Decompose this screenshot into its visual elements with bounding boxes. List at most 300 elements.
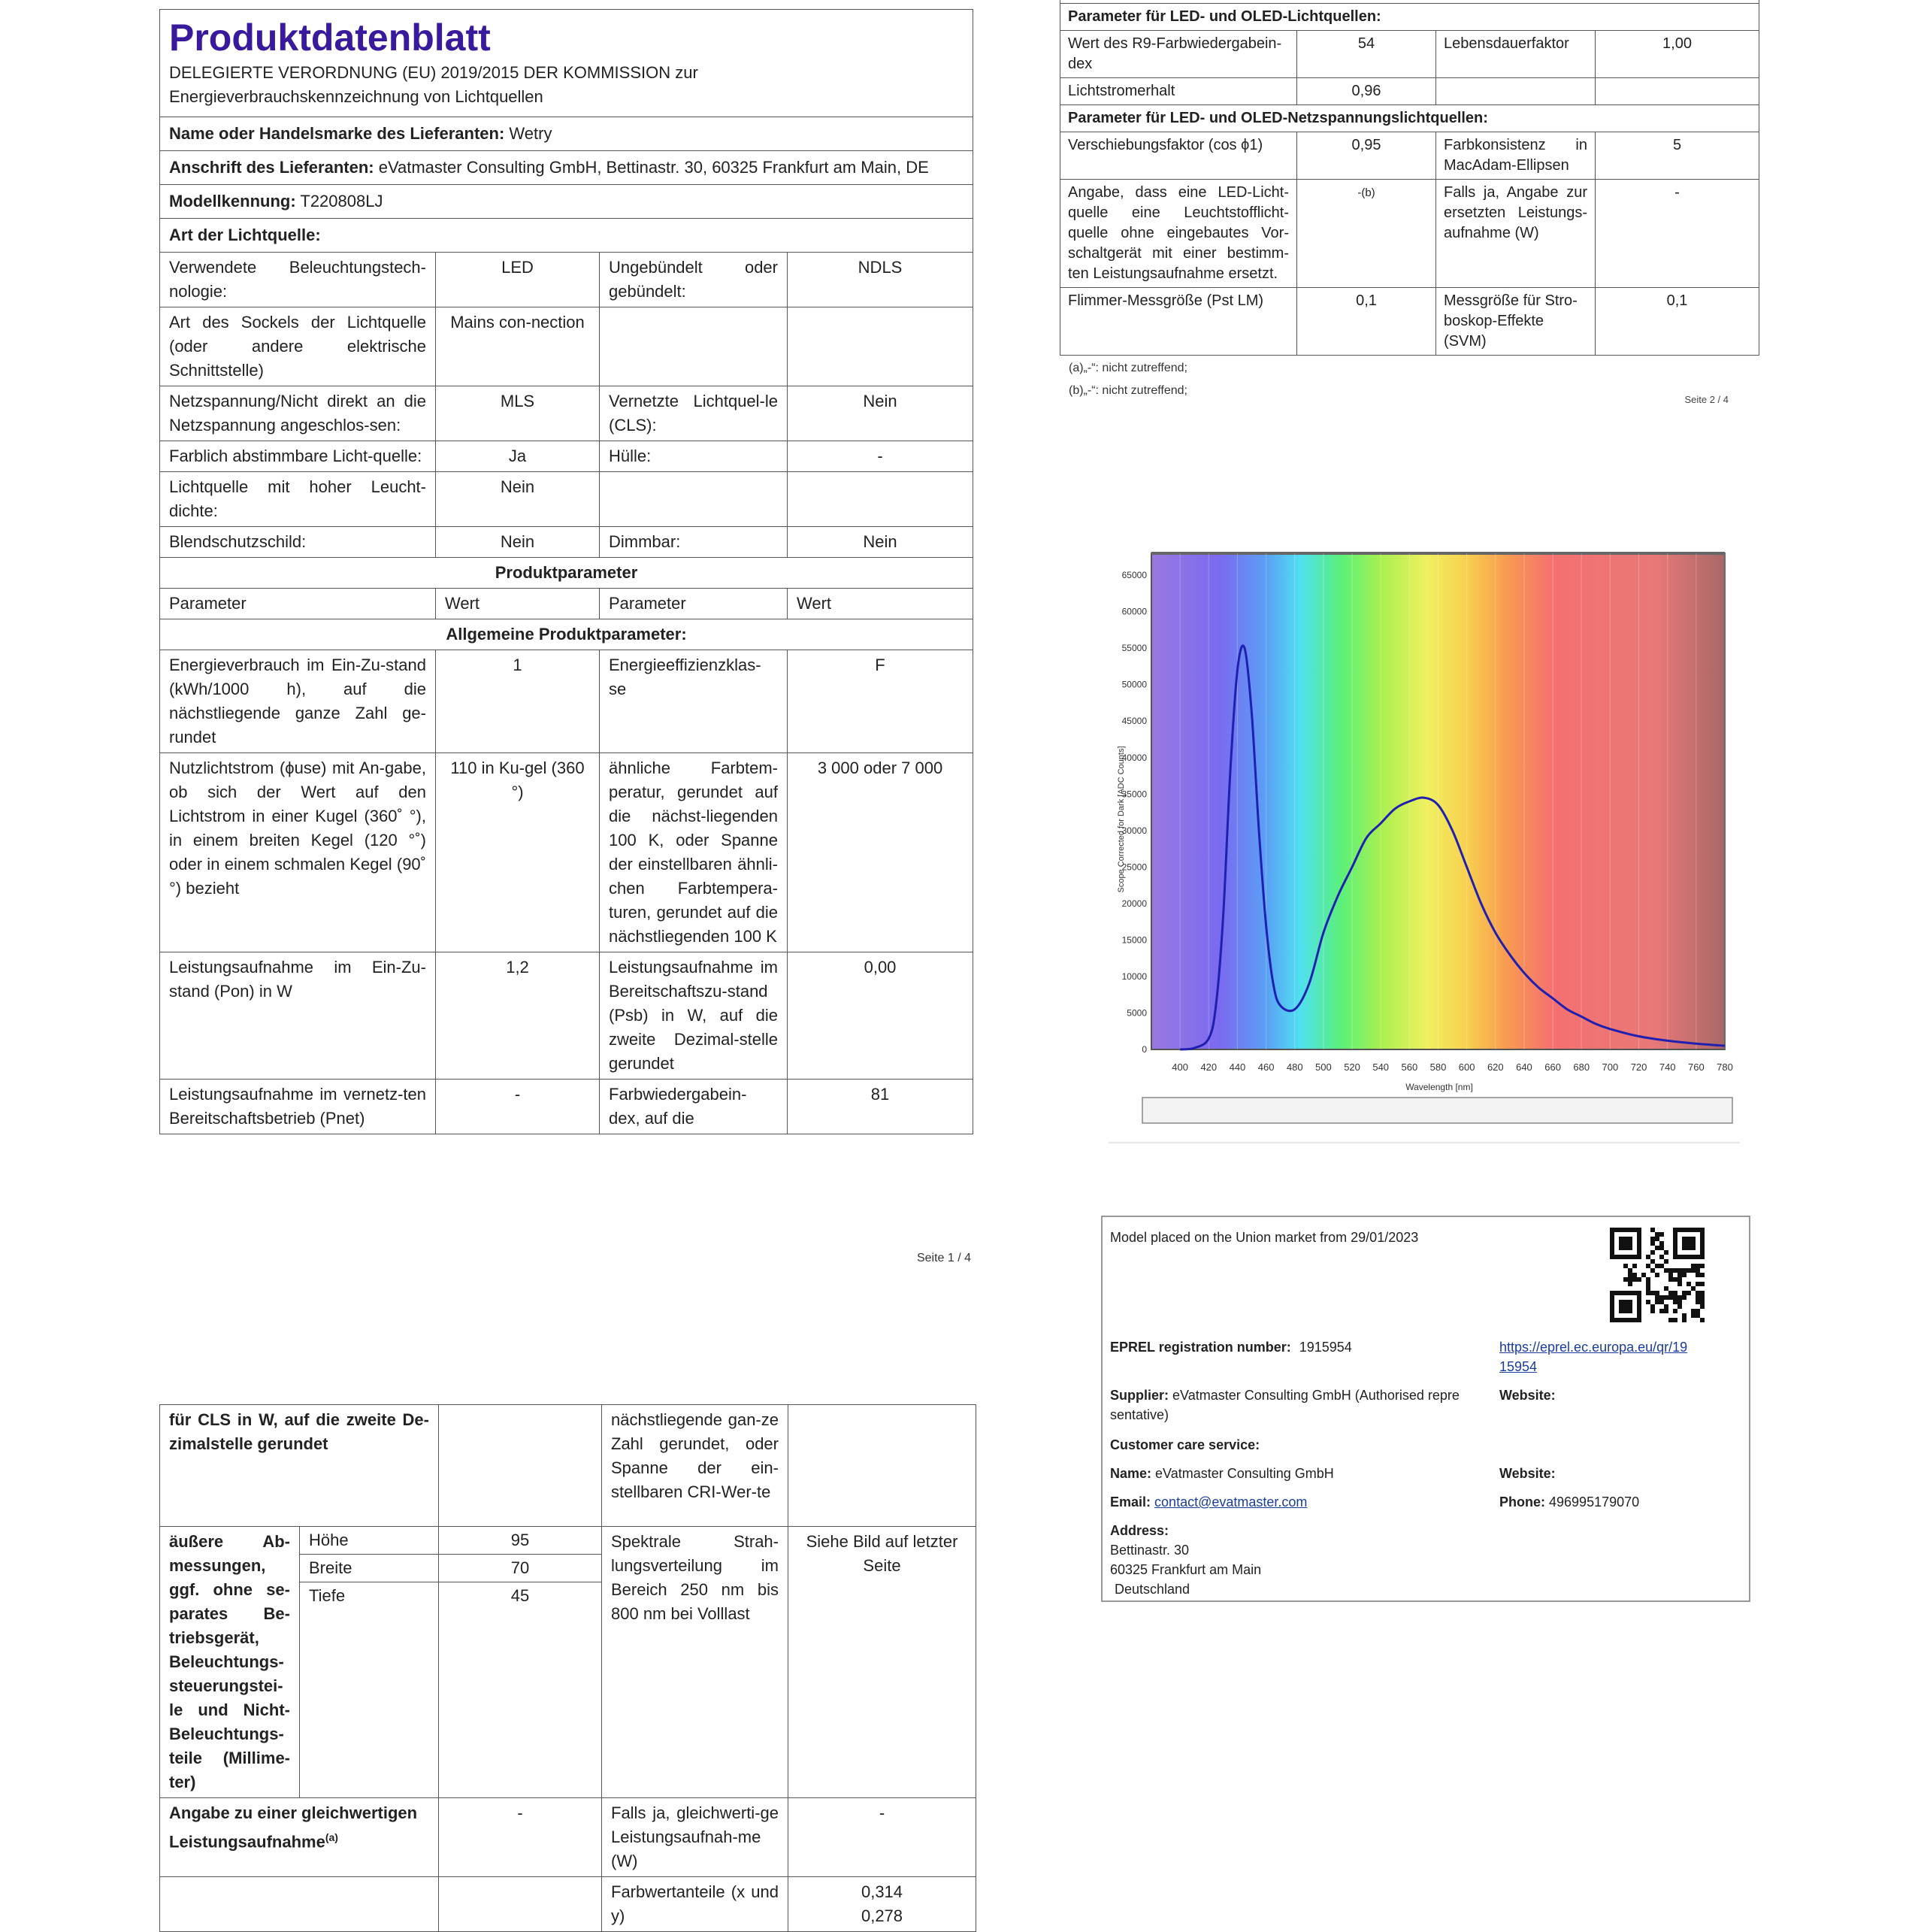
eprel-link-line-2[interactable]: 15954 <box>1499 1359 1538 1374</box>
y-tick-label: 45000 <box>1121 716 1147 727</box>
table-row <box>160 952 973 1080</box>
row-param: Leistungsaufnahme im vernetz-ten Bereitschaftsbetrieb (Pnet) <box>160 1080 436 1134</box>
care-name-label: Name: <box>1110 1466 1152 1481</box>
table-row <box>160 1405 976 1527</box>
qr-module <box>1673 1268 1677 1273</box>
page-title: Produktdatenblatt <box>169 17 491 59</box>
qr-module <box>1677 1300 1682 1304</box>
page-1-continued-table <box>159 1404 976 1932</box>
table-row <box>160 753 973 952</box>
qr-module <box>1659 1232 1664 1237</box>
care-phone-value: 496995179070 <box>1549 1494 1640 1510</box>
y-tick-label: 35000 <box>1121 789 1147 800</box>
table-header-row <box>160 589 973 619</box>
row-param: Farbkonsistenz in MacAdam-Ellipsen <box>1436 132 1596 180</box>
qr-module <box>1691 1264 1696 1268</box>
customer-care-label: Customer care service: <box>1110 1437 1260 1452</box>
row-param: Verschiebungsfaktor (cos ϕ1) <box>1060 132 1297 180</box>
supplier-value: eVatmaster Consulting GmbH (Authorised repre <box>1172 1388 1460 1403</box>
qr-module <box>1696 1313 1700 1318</box>
qr-module <box>1677 1268 1682 1273</box>
row-value: 0,00 <box>788 952 973 1080</box>
row-param: Lebensdauerfaktor <box>1436 31 1596 78</box>
row-param: Messgröße für Stro-boskop-Effekte (SVM) <box>1436 288 1596 356</box>
qr-module <box>1664 1286 1668 1291</box>
qr-module <box>1619 1300 1632 1313</box>
qr-module <box>1677 1304 1682 1309</box>
row-value: NDLS <box>788 253 973 307</box>
qr-module <box>1700 1273 1705 1277</box>
y-tick-label: 15000 <box>1121 934 1147 946</box>
qr-module <box>1655 1300 1659 1304</box>
row-value: - <box>788 1798 976 1877</box>
page-1-continued <box>159 1404 976 1932</box>
qr-module <box>1650 1268 1655 1273</box>
care-phone-label: Phone: <box>1499 1494 1545 1510</box>
qr-module <box>1682 1268 1687 1273</box>
row-value: - <box>788 441 973 472</box>
row-value <box>788 472 973 527</box>
row-value: 5 <box>1596 132 1759 180</box>
qr-module <box>1700 1318 1705 1322</box>
website-label: Website: <box>1499 1388 1556 1403</box>
x-tick-label: 660 <box>1544 1061 1561 1073</box>
dim-width-value: 70 <box>439 1555 601 1582</box>
mains-params-heading: Parameter für LED- und OLED-Netzspannungslichtquellen: <box>1060 105 1759 132</box>
row-param: Farbwiedergabein-dex, auf die <box>600 1080 788 1134</box>
qr-module <box>1664 1295 1668 1300</box>
column-header: Parameter <box>160 589 436 619</box>
row-value: - <box>1596 180 1759 288</box>
row-value: F <box>788 650 973 753</box>
row-param: Energieeffizienzklas-se <box>600 650 788 753</box>
row-value <box>788 307 973 386</box>
qr-module <box>1650 1250 1655 1255</box>
dim-depth-label: Tiefe <box>309 1586 346 1605</box>
qr-module <box>1664 1250 1668 1255</box>
qr-module <box>1682 1291 1687 1295</box>
y-axis-label: Scope Corrected for Dark [ADC Counts] <box>1117 746 1126 893</box>
y-tick-label: 40000 <box>1121 752 1147 763</box>
qr-module <box>1673 1228 1677 1259</box>
x-tick-label: 780 <box>1717 1061 1733 1073</box>
eprel-reg-label: EPREL registration number: <box>1110 1340 1291 1355</box>
x-tick-label: 620 <box>1487 1061 1504 1073</box>
qr-module <box>1646 1264 1650 1268</box>
x-tick-label: 600 <box>1458 1061 1475 1073</box>
qr-module <box>1619 1237 1632 1250</box>
qr-module <box>1655 1232 1659 1237</box>
row-param: Hülle: <box>600 441 788 472</box>
table-row <box>1060 180 1759 288</box>
qr-module <box>1668 1291 1673 1295</box>
row-value: 3 000 oder 7 000 <box>788 753 973 952</box>
supplier-label: Supplier: <box>1110 1388 1169 1403</box>
table-row <box>160 1798 976 1877</box>
table-row <box>160 527 973 558</box>
row-value: Nein <box>788 527 973 558</box>
qr-module <box>1696 1295 1700 1300</box>
y-tick-label: 10000 <box>1121 971 1147 982</box>
table-row <box>160 472 973 527</box>
y-tick-label: 50000 <box>1121 679 1147 690</box>
x-tick-label: 580 <box>1429 1061 1447 1073</box>
qr-module <box>1677 1282 1682 1286</box>
qr-module <box>1659 1295 1664 1300</box>
qr-code-icon <box>1610 1228 1705 1322</box>
y-tick-label: 60000 <box>1121 606 1147 617</box>
row-value: MLS <box>436 386 600 441</box>
table-row <box>160 307 973 386</box>
row-value: 54 <box>1297 31 1436 78</box>
row-param: ähnliche Farbtem-peratur, gerundet auf die nächst-liegenden 100 K, oder Spanne der einstellbaren ähnli-chen Farbtempera-turen, gerundet auf die nächstliegenden 100 K <box>600 753 788 952</box>
care-address-line-2: 60325 Frankfurt am Main <box>1110 1562 1262 1577</box>
row-value: Mains con-nection <box>436 307 600 386</box>
market-placement: Model placed on the Union market from 29/01/2023 <box>1110 1230 1419 1245</box>
spectral-distribution-label: Spektrale Strah-lungsverteilung im Bereich 250 nm bis 800 nm bei Volllast <box>602 1527 788 1798</box>
row-param: Leistungsaufnahme im Bereitschaftszu-stand (Psb) in W, auf die zweite Dezimal-stelle gerundet <box>600 952 788 1080</box>
qr-code[interactable] <box>1610 1228 1705 1322</box>
qr-module <box>1637 1277 1641 1282</box>
qr-module <box>1664 1304 1668 1309</box>
spectrum-chart <box>1109 541 1740 1150</box>
x-tick-label: 680 <box>1573 1061 1590 1073</box>
qr-module <box>1655 1246 1659 1250</box>
row-param: Netzspannung/Nicht direkt an die Netzspannung angeschlos-sen: <box>160 386 436 441</box>
qr-module <box>1673 1309 1677 1313</box>
row-param <box>600 472 788 527</box>
row-value: Nein <box>436 527 600 558</box>
supplier-name-label: Name oder Handelsmarke des Lieferanten: <box>169 124 505 143</box>
row-param: Flimmer-Messgröße (Pst LM) <box>1060 288 1297 356</box>
qr-module <box>1696 1309 1700 1313</box>
x-tick-label: 420 <box>1200 1061 1218 1073</box>
qr-module <box>1668 1268 1673 1273</box>
table-row <box>1060 78 1759 105</box>
x-tick-label: 480 <box>1286 1061 1303 1073</box>
qr-module <box>1668 1295 1673 1300</box>
qr-module <box>1682 1237 1696 1250</box>
x-tick-label: 720 <box>1630 1061 1647 1073</box>
qr-module <box>1668 1318 1673 1322</box>
y-tick-label: 55000 <box>1121 643 1147 654</box>
supplier-name: Wetry <box>509 124 552 143</box>
spectral-distribution-value: Siehe Bild auf letzter Seite <box>788 1527 976 1798</box>
table-row <box>160 650 973 753</box>
row-param: Ungebündelt oder gebündelt: <box>600 253 788 307</box>
x-tick-label: 540 <box>1372 1061 1390 1073</box>
x-tick-label: 520 <box>1344 1061 1360 1073</box>
row-param: Leistungsaufnahme im Ein-Zu-stand (Pon) in W <box>160 952 436 1080</box>
qr-module <box>1610 1318 1641 1322</box>
qr-module <box>1677 1273 1682 1277</box>
row-param: Blendschutzschild: <box>160 527 436 558</box>
qr-module <box>1646 1255 1650 1259</box>
row-value: 1,2 <box>436 952 600 1080</box>
eprel-link-line-1[interactable]: https://eprel.ec.europa.eu/qr/19 <box>1499 1340 1688 1355</box>
column-header: Wert <box>788 589 973 619</box>
regulation-line-2: Energieverbrauchskennzeichnung von Lichtquellen <box>169 87 543 106</box>
qr-module <box>1700 1291 1705 1295</box>
row-value <box>788 1405 976 1527</box>
qr-module <box>1673 1291 1677 1295</box>
qr-module <box>1659 1241 1664 1246</box>
qr-module <box>1700 1282 1705 1286</box>
row-value: - <box>439 1798 602 1877</box>
qr-module <box>1637 1291 1641 1322</box>
qr-module <box>1628 1282 1632 1286</box>
row-value: LED <box>436 253 600 307</box>
row-param: Verwendete Beleuchtungstech-nologie: <box>160 253 436 307</box>
qr-module <box>1655 1295 1659 1300</box>
qr-module <box>1646 1291 1650 1295</box>
row-param: Angabe, dass eine LED-Licht-quelle eine Leuchtstofflicht-quelle ohne eingebautes Vor-schaltgerät mit einer bestimm-ten Leistungsaufnahme ersetzt. <box>1060 180 1297 288</box>
light-source-type-label: Art der Lichtquelle: <box>160 219 973 253</box>
model-label: Modellkennung: <box>169 192 296 210</box>
chart-scrollbar[interactable] <box>1142 1098 1732 1123</box>
qr-module <box>1696 1264 1700 1268</box>
x-tick-label: 460 <box>1257 1061 1275 1073</box>
qr-module <box>1646 1277 1650 1282</box>
table-row <box>160 1877 976 1932</box>
qr-module <box>1682 1318 1687 1322</box>
care-address-label: Address: <box>1110 1523 1169 1538</box>
x-tick-label: 760 <box>1687 1061 1705 1073</box>
qr-module <box>1650 1259 1655 1264</box>
qr-module <box>1659 1246 1664 1250</box>
qr-module <box>1673 1295 1677 1300</box>
y-tick-label: 20000 <box>1121 898 1147 909</box>
qr-module <box>1659 1255 1664 1259</box>
row-value: 1 <box>436 650 600 753</box>
x-axis-label: Wavelength [nm] <box>1405 1082 1473 1092</box>
qr-module <box>1637 1228 1641 1259</box>
qr-module <box>1673 1318 1677 1322</box>
qr-module <box>1655 1264 1659 1268</box>
x-tick-label: 640 <box>1516 1061 1532 1073</box>
qr-module <box>1673 1277 1677 1282</box>
row-value <box>439 1405 602 1527</box>
qr-module <box>1700 1304 1705 1309</box>
row-param: nächstliegende gan-ze Zahl gerundet, oder Spanne der ein-stellbaren CRI-Wer-te <box>602 1405 788 1527</box>
row-param <box>600 307 788 386</box>
qr-module <box>1668 1277 1673 1282</box>
regulation-line-1: DELEGIERTE VERORDNUNG (EU) 2019/2015 DER KOMMISSION zur <box>169 63 698 82</box>
qr-module <box>1610 1228 1614 1259</box>
eprel-reg-number: 1915954 <box>1299 1340 1352 1355</box>
footnote-a: (a)„-“: nicht zutreffend; <box>1069 362 1187 374</box>
page-2-table <box>1060 0 1759 356</box>
qr-module <box>1650 1228 1655 1232</box>
qr-module <box>1700 1295 1705 1300</box>
qr-module <box>1668 1273 1673 1277</box>
x-tick-label: 700 <box>1602 1061 1619 1073</box>
table-row <box>160 441 973 472</box>
table-row <box>160 1080 973 1134</box>
row-param: Art des Sockels der Lichtquelle (oder andere elektrische Schnittstelle) <box>160 307 436 386</box>
qr-module <box>1610 1255 1641 1259</box>
row-value: Nein <box>788 386 973 441</box>
care-address-line-1: Bettinastr. 30 <box>1110 1543 1190 1558</box>
footnote-marker: (a) <box>325 1831 338 1843</box>
table-row <box>1060 288 1759 356</box>
qr-module <box>1664 1259 1668 1264</box>
row-value: -(b) <box>1297 180 1436 288</box>
page-2-number: Seite 2 / 4 <box>1684 394 1729 405</box>
qr-module <box>1628 1277 1632 1282</box>
qr-module <box>1700 1228 1705 1259</box>
qr-module <box>1632 1277 1637 1282</box>
table-row <box>160 253 973 307</box>
column-header: Wert <box>436 589 600 619</box>
qr-module <box>1700 1264 1705 1268</box>
row-param: Energieverbrauch im Ein-Zu-stand (kWh/1000 h), auf die nächstliegende ganze Zahl ge-rundet <box>160 650 436 753</box>
qr-module <box>1687 1268 1691 1273</box>
care-email-label: Email: <box>1110 1494 1151 1510</box>
qr-module <box>1655 1237 1659 1241</box>
qr-module <box>1696 1268 1700 1273</box>
qr-module <box>1655 1291 1659 1295</box>
qr-module <box>1632 1273 1637 1277</box>
row-param: Lichtstromerhalt <box>1060 78 1297 105</box>
qr-module <box>1655 1273 1659 1277</box>
dim-height-label: Höhe <box>300 1527 438 1555</box>
table-row <box>1060 31 1759 78</box>
product-parameters-heading: Produktparameter <box>160 558 973 589</box>
qr-module <box>1650 1237 1655 1241</box>
row-value: 0,1 <box>1596 288 1759 356</box>
row-value: 81 <box>788 1080 973 1134</box>
x-tick-label: 560 <box>1401 1061 1418 1073</box>
table-row <box>1060 132 1759 180</box>
row-value: 1,00 <box>1596 31 1759 78</box>
qr-module <box>1691 1309 1696 1313</box>
column-header: Parameter <box>600 589 788 619</box>
row-param: Farblich abstimmbare Licht-quelle: <box>160 441 436 472</box>
qr-module <box>1696 1291 1700 1295</box>
qr-module <box>1664 1309 1668 1313</box>
qr-module <box>1659 1264 1664 1268</box>
supplier-address: eVatmaster Consulting GmbH, Bettinastr. 30, 60325 Frankfurt am Main, DE <box>378 158 929 177</box>
supplier-address-label: Anschrift des Lieferanten: <box>169 158 374 177</box>
qr-module <box>1623 1264 1628 1268</box>
qr-module <box>1673 1300 1677 1304</box>
y-tick-label: 65000 <box>1121 570 1147 581</box>
qr-module <box>1610 1291 1614 1322</box>
qr-module <box>1659 1309 1664 1313</box>
dimensions-row <box>160 1527 976 1798</box>
qr-module <box>1691 1286 1696 1291</box>
qr-module <box>1628 1268 1632 1273</box>
dimensions-label: äußere Ab-messungen, ggf. ohne se-parates Be-triebsgerät, Beleuchtungs-steuerungstei-le und Nicht-Beleuchtungs-teile (Millime-ter) <box>160 1527 300 1798</box>
page-1 <box>159 9 973 1134</box>
row-value: 110 in Ku-gel (360 °) <box>436 753 600 952</box>
qr-module <box>1623 1277 1628 1282</box>
page-1-number: Seite 1 / 4 <box>916 1252 971 1264</box>
row-param: Nutzlichtstrom (ϕuse) mit An-gabe, ob sich der Wert auf den Lichtstrom in einer Kugel (360˚ °), in einem breiten Kegel (120 °˚) oder in einem schmalen Kegel (90˚ °) bezieht <box>160 753 436 952</box>
x-tick-label: 440 <box>1229 1061 1246 1073</box>
y-tick-label: 5000 <box>1127 1007 1147 1019</box>
qr-module <box>1646 1286 1650 1291</box>
row-value: Nein <box>436 472 600 527</box>
row-value: 0,1 <box>1297 288 1436 356</box>
qr-module <box>1691 1268 1696 1273</box>
chromaticity-y: 0,278 <box>861 1906 903 1925</box>
qr-module <box>1673 1255 1705 1259</box>
qr-module <box>1664 1268 1668 1273</box>
qr-module <box>1610 1291 1641 1295</box>
led-params-heading: Parameter für LED- und OLED-Lichtquellen: <box>1060 4 1759 31</box>
qr-module <box>1659 1300 1664 1304</box>
qr-module <box>1696 1273 1700 1277</box>
qr-module <box>1687 1291 1691 1295</box>
general-parameters-heading: Allgemeine Produktparameter: <box>160 619 973 650</box>
dim-width-label: Breite <box>300 1555 438 1582</box>
qr-module <box>1650 1241 1655 1246</box>
x-tick-label: 740 <box>1659 1061 1676 1073</box>
qr-module <box>1641 1273 1646 1277</box>
qr-module <box>1682 1273 1687 1277</box>
qr-module <box>1696 1300 1700 1304</box>
qr-module <box>1673 1228 1705 1232</box>
care-name-value: eVatmaster Consulting GmbH <box>1155 1466 1334 1481</box>
qr-module <box>1687 1282 1691 1286</box>
dim-height-value: 95 <box>439 1527 601 1555</box>
row-value: 0,96 <box>1297 78 1436 105</box>
page-1-table <box>159 9 973 1134</box>
qr-module <box>1632 1264 1637 1268</box>
care-email-link[interactable]: contact@evatmaster.com <box>1154 1494 1308 1510</box>
care-address-line-3: Deutschland <box>1115 1582 1190 1597</box>
qr-module <box>1677 1277 1682 1282</box>
y-tick-label: 30000 <box>1121 825 1147 836</box>
qr-module <box>1650 1291 1655 1295</box>
row-param: Vernetzte Lichtquel-le (CLS): <box>600 386 788 441</box>
qr-module <box>1677 1295 1682 1300</box>
qr-module <box>1610 1228 1641 1232</box>
qr-module <box>1628 1273 1632 1277</box>
row-value: 0,95 <box>1297 132 1436 180</box>
equivalent-power-label: Angabe zu einer gleichwertigen Leistungsaufnahme <box>169 1803 418 1852</box>
dim-depth-value: 45 <box>510 1586 530 1605</box>
row-param: für CLS in W, auf die zweite De-zimalstelle gerundet <box>160 1405 439 1527</box>
y-tick-label: 25000 <box>1121 862 1147 873</box>
qr-module <box>1700 1300 1705 1304</box>
eprel-panel <box>1101 1216 1750 1602</box>
y-tick-label: 0 <box>1142 1044 1147 1055</box>
row-param: Falls ja, gleichwerti-ge Leistungsaufnah-me (W) <box>602 1798 788 1877</box>
footnote-b: (b)„-“: nicht zutreffend; <box>1069 384 1187 397</box>
care-website-label: Website: <box>1499 1466 1556 1481</box>
table-row <box>160 386 973 441</box>
row-value: - <box>436 1080 600 1134</box>
chromaticity-x: 0,314 <box>861 1882 903 1901</box>
x-tick-label: 500 <box>1315 1061 1332 1073</box>
supplier-value-cont: sentative) <box>1110 1407 1169 1422</box>
qr-module <box>1646 1282 1650 1286</box>
qr-module <box>1691 1313 1696 1318</box>
qr-module <box>1682 1295 1687 1300</box>
x-tick-label: 400 <box>1172 1061 1189 1073</box>
row-param: Lichtquelle mit hoher Leucht-dichte: <box>160 472 436 527</box>
spectrum-svg <box>1109 541 1740 1150</box>
qr-module <box>1646 1300 1650 1304</box>
qr-module <box>1696 1282 1700 1286</box>
qr-module <box>1650 1309 1655 1313</box>
chromaticity-label: Farbwertanteile (x und y) <box>602 1877 788 1932</box>
row-param: Wert des R9-Farbwiedergabein-dex <box>1060 31 1297 78</box>
page-2 <box>1060 0 1759 398</box>
